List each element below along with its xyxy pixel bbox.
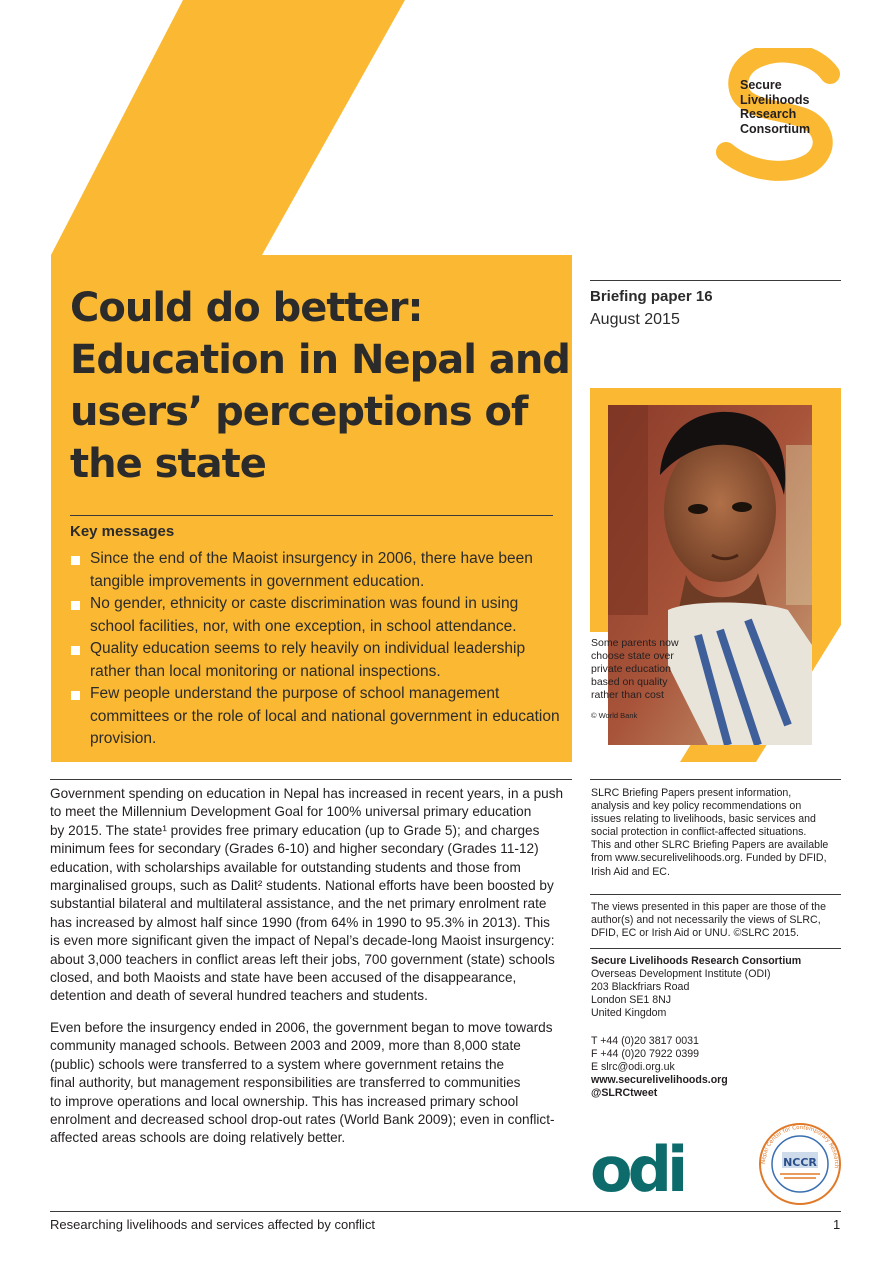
photo-credit: © World Bank (591, 711, 638, 720)
photo-caption: Some parents now choose state over private education based on quality rather than cost (591, 637, 679, 701)
body-paragraph-2: Even before the insurgency ended in 2006, the government began to move towards community managed schools. Between 2003 and 2009, more than 8,000 state (public) schools were transferred to a system where government retains the final authority, but management responsibilities are transferred to communities to improve operations and local ownership. This has increased primary school enrolment and decreased school drop-out rates (World Bank 2009); even in conflict- affected areas schools are doing relatively better. (50, 1020, 555, 1146)
nccr-logo-icon (758, 1122, 842, 1206)
briefing-divider (590, 280, 841, 281)
sidebar-divider (590, 779, 841, 780)
footer-tagline: Researching livelihoods and services affected by conflict (50, 1217, 375, 1232)
sidebar-divider (590, 948, 841, 949)
list-item: Quality education seems to rely heavily on individual leadership rather than local monitoring or national inspections. (70, 638, 560, 683)
sidebar-about-text: SLRC Briefing Papers present information, analysis and key policy recommendations on issues relating to livelihoods, basic services and social protection in conflict-affected situations. This and other SLRC Briefing Papers are available from www.securelivelihoods.org. Funded by DFID, Irish Aid and EC. (591, 787, 829, 878)
square-bullet-icon (71, 691, 80, 700)
key-messages-list (70, 548, 560, 751)
key-messages-heading: Key messages (70, 523, 175, 540)
odi-logo-icon (590, 1143, 708, 1195)
svg-text:NCCR: NCCR (783, 1156, 817, 1169)
square-bullet-icon (71, 556, 80, 565)
footer-divider (50, 1211, 841, 1212)
key-messages-divider (70, 515, 553, 516)
contact-org-name: Secure Livelihoods Research Consortium (591, 955, 802, 967)
briefing-paper-number: Briefing paper 16 (590, 288, 713, 305)
sidebar-disclaimer-text: The views presented in this paper are those of the author(s) and not necessarily the views of SLRC, DFID, EC or Irish Aid or UNU. ©SLRC 2015. (591, 901, 826, 940)
list-item: Few people understand the purpose of school management committees or the role of local and national government in education provision. (70, 683, 560, 751)
list-item: Since the end of the Maoist insurgency in 2006, there have been tangible improvements in government education. (70, 548, 560, 593)
slrc-logo-text: Secure Livelihoods Research Consortium (740, 78, 811, 136)
svg-text:odi: odi (590, 1143, 684, 1195)
square-bullet-icon (71, 646, 80, 655)
list-item: No gender, ethnicity or caste discrimination was found in using school facilities, nor, with one exception, in school attendance. (70, 593, 560, 638)
briefing-date: August 2015 (590, 311, 680, 328)
contact-website-link[interactable]: www.securelivelihoods.org (591, 1074, 728, 1086)
contact-twitter-link[interactable]: @SLRCtweet (591, 1087, 658, 1099)
contact-address: Overseas Development Institute (ODI) 203 Blackfriars Road London SE1 8NJ United Kingdom (591, 968, 771, 1020)
body-divider (50, 779, 572, 780)
svg-text:Nepal Center for Contemporary: Nepal Center for Contemporary Research (760, 1124, 840, 1169)
square-bullet-icon (71, 601, 80, 610)
sidebar-divider (590, 894, 841, 895)
page-number: 1 (833, 1217, 841, 1232)
contact-email[interactable]: E slrc@odi.org.uk (591, 1061, 675, 1073)
contact-phone: T +44 (0)20 3817 0031 (591, 1035, 699, 1047)
body-paragraph-1: Government spending on education in Nepal has increased in recent years, in a push to meet the Millennium Development Goal for 100% universal primary education by 2015. The state¹ provides free primary education (up to Grade 5); and charges minimum fees for secondary (Grades 6-10) and higher secondary (Grades 11-12) education, with scholarships available for outstanding students and those from marginalised groups, such as Dalit² students. National efforts have been boosted by substantial bilateral and multilateral assistance, and the net primary enrolment rate has increased by almost half since 1990 (from 64% in 1990 to 95.3% in 2013). This is even more significant given the impact of Nepal’s decade-long Maoist insurgency: about 3,000 teachers in conflict areas left their jobs, 700 government (state) schools closed, and both Maoists and state have been accused of the disappearance, detention and death of several hundred teachers and students. (50, 786, 564, 1004)
contact-fax: F +44 (0)20 7922 0399 (591, 1048, 700, 1060)
page-title: Could do better: Education in Nepal and users’ perceptions of the state (70, 285, 570, 487)
